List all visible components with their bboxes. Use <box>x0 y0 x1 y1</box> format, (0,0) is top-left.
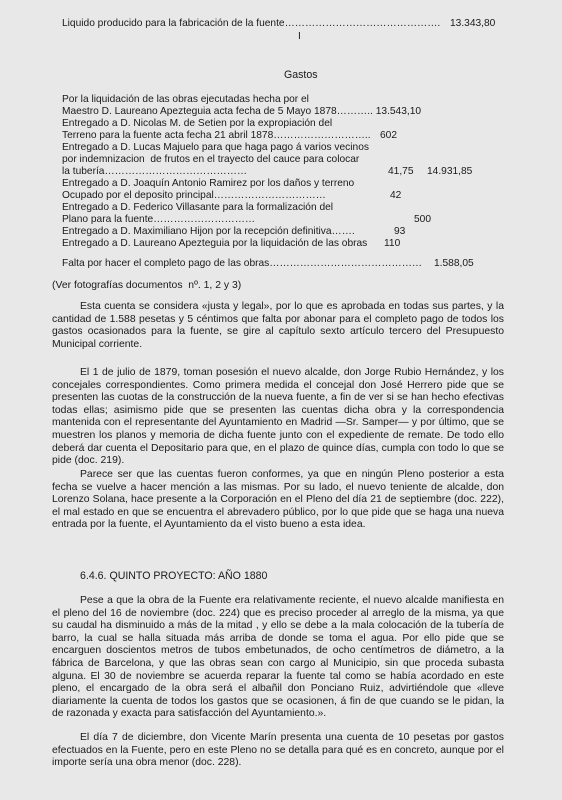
liquid-amount: 13.343,80 <box>450 18 496 29</box>
paragraph <box>52 595 504 721</box>
section-heading: 6.4.6. QUINTO PROYECTO: AÑO 1880 <box>80 570 268 582</box>
paragraph-text: El día 7 de diciembre, don Vicente Marín presenta una cuenta de 10 pesetas por gastos efectuados en la Fuente, pero en este Pleno no se detalla para qué es en concreto, aunque por el importe sería una obra menor (doc. 228). <box>52 732 504 769</box>
gastos-line: Entregado a D. Nicolas M. de Setien por la expropiación del <box>62 118 333 129</box>
paragraph-text: El 1 de julio de 1879, toman posesión el nuevo alcalde, don Jorge Rubio Hernández, y los concejales correspondientes. Como primera medida el concejal don José Herrero pide que se presenten las cuotas de la construcción de la nueva fuente, a fin de ver si se han hecho efectivas todas ellas; asimismo pide que se presenten las cuentas dicha obra y la correspondencia mantenida con el representante del Ayuntamiento en Madrid —Sr. Samper— y por último, que se muestren los planos y memoria de dicha fuente junto con el expediente de remate. De todo ello deberá dar cuenta el Depositario para que, en el plazo de quince días, cumpla con todo lo que se pide (doc. 219). <box>52 367 504 467</box>
amount-liquidacion: 110 <box>384 238 401 249</box>
amount-recepcion: 93 <box>394 226 406 237</box>
amount-terreno: 602 <box>380 130 397 141</box>
paragraph <box>52 469 504 532</box>
paragraph <box>52 732 504 770</box>
falta-line: Falta por hacer el completo pago de las obras……………………………………… <box>62 258 423 269</box>
amount-plano: 500 <box>414 214 431 225</box>
amount-tuberia-b: 14.931,85 <box>427 166 473 177</box>
paragraph-text: Esta cuenta se considera «justa y legal», por lo que es aprobada en todas sus partes, y la cantidad de 1.588 pesetas y 5 céntimos que falta por abonar para el completo pago de todos los gastos ocasionados para la fuente, se gire al capítulo sexto artículo tercero del Presupuesto Municipal corriente. <box>52 301 504 350</box>
gastos-line: Entregado a D. Maximiliano Hijon por la recepción definitiva……. <box>62 226 355 237</box>
paragraph-text: Pese a que la obra de la Fuente era relativamente reciente, el nuevo alcalde manifiesta en el pleno del 16 de noviembre (doc. 224) que es preciso proceder al arreglo de la misma, ya que su caudal ha disminuido a más de la mitad , y ello se debe a la mala colocación de la tubería de barro, la cual se halla situada más arriba de donde se toma el agua. Por ello pide que se encarguen doscientos metros de tubos embetunados, de ocho centímetros de diámetro, a la fábrica de Barcelona, y que las obras sean con cargo al Municipio, sin que proceda subasta alguna. El 30 de noviembre se acuerda reparar la fuente tal como se había acordado en este pleno, el encargado de la obra será el albañil don Ponciano Ruiz, advirtiéndole que «lleve diariamente la cuenta de todos los gastos que se ocasionen, á fin de que cuando se le pidan, la de razonada y exacta para satisfacción del Ayuntamiento.». <box>52 595 504 720</box>
gastos-line: Por la liquidación de las obras ejecutadas hecha por el <box>62 94 309 105</box>
gastos-line: Entregado a D. Lucas Majuelo para que haga pago á varios vecinos <box>62 142 369 153</box>
liquid-line: Liquido producido para la fabricación de la fuente………………………………………. <box>62 18 441 29</box>
gastos-line: Terreno para la fuente acta fecha 21 abril 1878……………………….. <box>62 130 371 141</box>
paragraph <box>52 367 504 468</box>
gastos-line: la tubería…………………………………… <box>62 166 248 177</box>
gastos-line: Entregado a D. Joaquín Antonio Ramirez por los daños y terreno <box>62 178 355 189</box>
falta-amount: 1.588,05 <box>434 258 474 269</box>
gastos-line: Entregado a D. Laureano Apezteguia por la liquidación de las obras <box>62 238 368 249</box>
amount-deposito: 42 <box>390 190 402 201</box>
gastos-title: Gastos <box>284 69 318 81</box>
gastos-line: Entregado a D. Federico Villasante para la formalización del <box>62 202 334 213</box>
gastos-line: Ocupado por el deposito principal…………………………… <box>62 190 326 201</box>
photo-reference: (Ver fotografías documentos nº. 1, 2 y 3) <box>52 280 242 291</box>
paragraph-text: Parece ser que las cuentas fueron conformes, ya que en ningún Pleno posterior a esta fecha se vuelve a hacer mención a las mismas. Por su lado, el nuevo teniente de alcalde, don Lorenzo Solana, hace presente a la Corporación en el Pleno del día 21 de septiembre (doc. 222), el mal estado en que se encuentra el abrevadero público, por lo que pide que se haga una nueva entrada por la fuente, el Ayuntamiento da el visto bueno a esta idea. <box>52 469 504 531</box>
gastos-line: Plano para la fuente………………………… <box>62 214 256 225</box>
gastos-line: por indemnizacion de frutos en el trayecto del cauce para colocar <box>62 154 360 165</box>
amount-tuberia-a: 41,75 <box>388 166 414 177</box>
paragraph <box>52 301 504 351</box>
gastos-line: Maestro D. Laureano Apezteguia acta fecha de 5 Mayo 1878……….. 13.543,10 <box>62 106 422 117</box>
section-mark: I <box>298 31 301 42</box>
